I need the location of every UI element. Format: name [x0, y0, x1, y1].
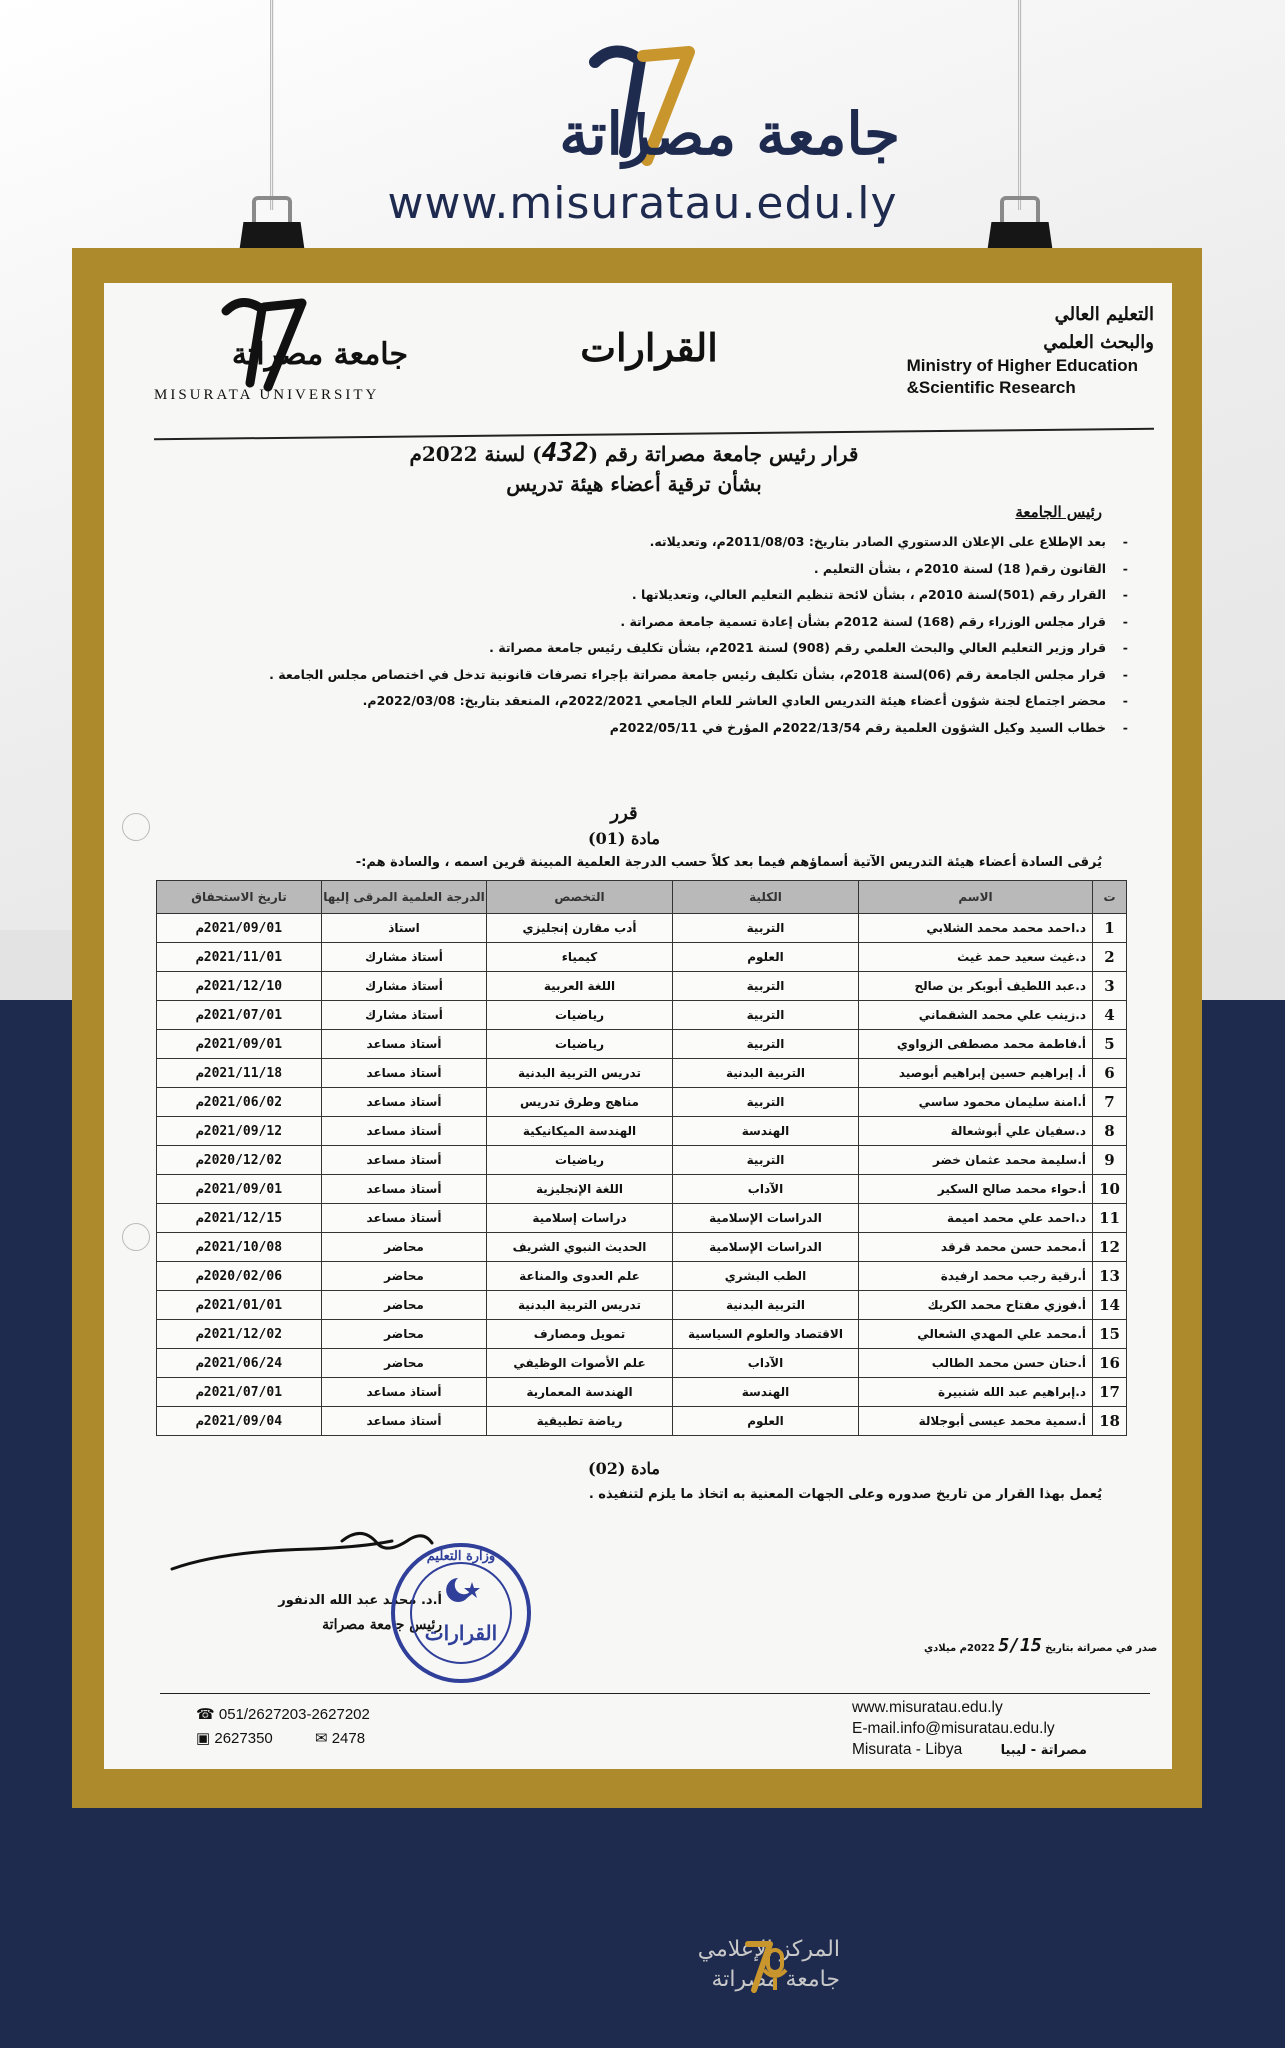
promoted-rank: أستاذ مساعد	[322, 1407, 487, 1436]
due-date: 2021/12/10م	[157, 972, 322, 1001]
issue-date-year: 2022م	[959, 1643, 995, 1654]
footer-addresses	[852, 1697, 1087, 1761]
due-date: 2021/07/01م	[157, 1001, 322, 1030]
article-1-intro: يُرقى السادة أعضاء هيئة التدريس الآتية أسماؤهم فيما بعد كلاً حسب الدرجة العلمية المبينة قرين اسمه ، والسادة هم:-	[355, 855, 1102, 870]
footer-web-link[interactable]: www.misuratau.edu.ly	[852, 1699, 1003, 1716]
member-name: د.احمد محمد محمد الشلابي	[859, 914, 1093, 943]
table-row	[157, 1291, 1127, 1320]
header-brand	[380, 42, 900, 182]
table-row	[157, 1088, 1127, 1117]
issue-date-prefix: صدر في مصراتة بتاريخ	[1045, 1643, 1158, 1654]
table-row	[157, 1378, 1127, 1407]
ministry-name-arabic	[1043, 301, 1154, 357]
row-index: 13	[1093, 1262, 1127, 1291]
member-name: أ.سمية محمد عيسى أبوجلالة	[859, 1407, 1093, 1436]
faculty: الآداب	[673, 1349, 859, 1378]
recital-item: - بعد الإطلاع على الإعلان الدستوري الصادر بتاريخ: 2011/08/03م، وتعديلاته.	[232, 529, 1132, 556]
member-name: أ.فوزي مفتاح محمد الكريك	[859, 1291, 1093, 1320]
university-name-english: MISURATA UNIVERSITY	[154, 387, 380, 403]
promoted-rank: استاذ	[322, 914, 487, 943]
page-title: القرارات	[580, 325, 718, 370]
promoted-rank: محاضر	[322, 1349, 487, 1378]
footer-contacts	[196, 1703, 370, 1751]
fax-icon: ▣	[196, 1730, 211, 1747]
member-name: أ.حواء محمد صالح السكير	[859, 1175, 1093, 1204]
member-name: أ.حنان حسن محمد الطالب	[859, 1349, 1093, 1378]
member-name: أ.امنة سليمان محمود ساسي	[859, 1088, 1093, 1117]
faculty: العلوم	[673, 943, 859, 972]
promoted-rank: أستاذ مشارك	[322, 1001, 487, 1030]
promoted-rank: محاضر	[322, 1320, 487, 1349]
specialization: علم العدوى والمناعة	[487, 1262, 673, 1291]
faculty: الهندسة	[673, 1117, 859, 1146]
punch-hole	[122, 1223, 150, 1251]
promoted-rank: أستاذ مشارك	[322, 972, 487, 1001]
row-index: 16	[1093, 1349, 1127, 1378]
recital-item: - قرار مجلس الوزراء رقم (168) لسنة 2012م بشأن إعادة تسمية جامعة مصراتة .	[232, 609, 1132, 636]
decision-document	[104, 283, 1172, 1769]
decision-title-suffix: ) لسنة 2022م	[409, 442, 542, 466]
due-date: 2021/06/24م	[157, 1349, 322, 1378]
recital-item: - قرار وزير التعليم العالي والبحث العلمي رقم (908) لسنة 2021م، بشأن تكليف رئيس جامعة مصراتة .	[232, 635, 1132, 662]
table-row	[157, 943, 1127, 972]
ministry-ar-line1: التعليم العالي	[1054, 304, 1154, 325]
official-stamp-icon	[386, 1538, 536, 1688]
due-date: 2021/12/15م	[157, 1204, 322, 1233]
recitals-list	[232, 529, 1132, 741]
row-index: 9	[1093, 1146, 1127, 1175]
promoted-rank: محاضر	[322, 1233, 487, 1262]
mail-icon: ✉	[314, 1730, 328, 1747]
issue-date	[924, 1635, 1157, 1656]
member-name: د.عبد اللطيف أبوبكر بن صالح	[859, 972, 1093, 1001]
faculty: التربية	[673, 1030, 859, 1059]
specialization: رياضة تطبيقية	[487, 1407, 673, 1436]
recital-item: - القرار رقم (501)لسنة 2010م ، بشأن لائحة تنظيم التعليم العالي، وتعديلاتها .	[232, 582, 1132, 609]
signer-name: أ.د. محمد عبد الله الدنفور	[278, 1593, 442, 1608]
column-header: تاريخ الاستحقاق	[157, 881, 322, 914]
table-row	[157, 1349, 1127, 1378]
faculty: التربية	[673, 1001, 859, 1030]
row-index: 17	[1093, 1378, 1127, 1407]
table-row	[157, 914, 1127, 943]
due-date: 2021/11/01م	[157, 943, 322, 972]
faculty: التربية	[673, 972, 859, 1001]
specialization: اللغة الإنجليزية	[487, 1175, 673, 1204]
decision-number: 432	[541, 438, 589, 468]
recital-item: - القانون رقم( 18) لسنة 2010م ، بشأن التعليم .	[232, 556, 1132, 583]
member-name: د.إبراهيم عبد الله شنبيرة	[859, 1378, 1093, 1407]
promoted-rank: أستاذ مساعد	[322, 1378, 487, 1407]
faculty: التربية البدنية	[673, 1291, 859, 1320]
member-name: د.زينب علي محمد الشقماني	[859, 1001, 1093, 1030]
table-row	[157, 1175, 1127, 1204]
phone-icon: ☎	[196, 1706, 215, 1723]
faculty: التربية البدنية	[673, 1059, 859, 1088]
promoted-rank: أستاذ مساعد	[322, 1088, 487, 1117]
recital-item: - قرار مجلس الجامعة رقم (06)لسنة 2018م، بشأن تكليف رئيس جامعة مصراتة بإجراء تصرفات قانونية تدخل في اختصاص مجلس الجامعة .	[232, 662, 1132, 689]
table-row	[157, 1233, 1127, 1262]
promoted-rank: أستاذ مساعد	[322, 1030, 487, 1059]
specialization: كيمياء	[487, 943, 673, 972]
media-center-logo-icon	[740, 1936, 792, 1998]
row-index: 15	[1093, 1320, 1127, 1349]
row-index: 18	[1093, 1407, 1127, 1436]
table-row	[157, 972, 1127, 1001]
faculty: الآداب	[673, 1175, 859, 1204]
footer-email-link[interactable]: E-mail.info@misuratau.edu.ly	[852, 1720, 1055, 1737]
specialization: تمويل ومصارف	[487, 1320, 673, 1349]
promoted-rank: أستاذ مساعد	[322, 1117, 487, 1146]
promoted-rank: أستاذ مساعد	[322, 1146, 487, 1175]
specialization: الهندسة المعمارية	[487, 1378, 673, 1407]
specialization: مناهج وطرق تدريس	[487, 1088, 673, 1117]
table-row	[157, 1320, 1127, 1349]
member-name: أ.رقية رجب محمد ارفيدة	[859, 1262, 1093, 1291]
closing-clause: يُعمل بهذا القرار من تاريخ صدوره وعلى الجهات المعنية به اتخاذ ما يلزم لتنفيذه .	[588, 1487, 1102, 1502]
due-date: 2021/09/01م	[157, 1030, 322, 1059]
faculty: الدراسات الإسلامية	[673, 1204, 859, 1233]
media-center-university: جامعة مصراتة	[711, 1967, 840, 1992]
table-row	[157, 1001, 1127, 1030]
due-date: 2020/12/02م	[157, 1146, 322, 1175]
row-index: 7	[1093, 1088, 1127, 1117]
brand-name-right: جامعة مصراتة	[559, 100, 900, 168]
university-name-arabic: جامعة مصراتة	[231, 337, 408, 372]
stamp-center-text: القرارات	[424, 1621, 498, 1645]
member-name: د.سفيان علي أبوشعالة	[859, 1117, 1093, 1146]
specialization: دراسات إسلامية	[487, 1204, 673, 1233]
media-center-brand	[520, 1935, 840, 1995]
row-index: 3	[1093, 972, 1127, 1001]
decision-subject: بشأن ترقية أعضاء هيئة تدريس	[506, 472, 762, 496]
recital-item: - محضر اجتماع لجنة شؤون أعضاء هيئة التدريس العادي العاشر للعام الجامعي 2022/2021م، المنعقد بتاريخ: 2022/03/08م.	[232, 688, 1132, 715]
faculty: الدراسات الإسلامية	[673, 1233, 859, 1262]
specialization: تدريس التربية البدنية	[487, 1059, 673, 1088]
footer-city-en: Misurata - Libya	[852, 1741, 963, 1758]
footer-divider	[160, 1693, 1150, 1694]
specialization: رياضيات	[487, 1001, 673, 1030]
due-date: 2021/11/18م	[157, 1059, 322, 1088]
member-name: أ.محمد علي المهدي الشعالي	[859, 1320, 1093, 1349]
specialization: تدريس التربية البدنية	[487, 1291, 673, 1320]
ministry-ar-line2: والبحث العلمي	[1043, 332, 1154, 353]
footer-city-ar: مصراتة - ليبيا	[1000, 1743, 1087, 1758]
media-center-name: المركز الإعلامي	[697, 1937, 840, 1962]
article-1-heading: مادة (01)	[588, 829, 660, 848]
row-index: 5	[1093, 1030, 1127, 1059]
president-heading: رئيس الجامعة	[1015, 503, 1102, 521]
faculty: التربية	[673, 1146, 859, 1175]
promoted-rank: أستاذ مساعد	[322, 1204, 487, 1233]
due-date: 2021/06/02م	[157, 1088, 322, 1117]
member-name: د.احمد علي محمد اميمة	[859, 1204, 1093, 1233]
column-header: الدرجة العلمية المرقى إليها	[322, 881, 487, 914]
table-header-row	[157, 881, 1127, 914]
promoted-rank: أستاذ مساعد	[322, 1059, 487, 1088]
member-name: أ.فاطمة محمد مصطفى الزواوي	[859, 1030, 1093, 1059]
specialization: علم الأصوات الوظيفي	[487, 1349, 673, 1378]
decision-title-prefix: قرار رئيس جامعة مصراتة رقم (	[588, 442, 859, 466]
promotion-table	[156, 880, 1127, 1436]
due-date: 2021/12/02م	[157, 1320, 322, 1349]
article-2-heading: مادة (02)	[588, 1459, 660, 1478]
ministry-en-line1: Ministry of Higher Education	[906, 356, 1138, 375]
row-index: 12	[1093, 1233, 1127, 1262]
member-name: أ.محمد حسن محمد قرقد	[859, 1233, 1093, 1262]
column-header: التخصص	[487, 881, 673, 914]
promoted-rank: محاضر	[322, 1262, 487, 1291]
stamp-ring-text: وزارة التعليم	[426, 1549, 496, 1564]
specialization: الحديث النبوي الشريف	[487, 1233, 673, 1262]
column-header: الاسم	[859, 881, 1093, 914]
signer-role: رئيس جامعة مصراتة	[322, 1617, 442, 1633]
row-index: 10	[1093, 1175, 1127, 1204]
issue-date-suffix: ميلادي	[924, 1643, 957, 1654]
specialization: رياضيات	[487, 1030, 673, 1059]
due-date: 2021/09/01م	[157, 1175, 322, 1204]
due-date: 2020/02/06م	[157, 1262, 322, 1291]
row-index: 11	[1093, 1204, 1127, 1233]
header-website-link[interactable]: www.misuratau.edu.ly	[387, 178, 898, 229]
due-date: 2021/01/01م	[157, 1291, 322, 1320]
specialization: رياضيات	[487, 1146, 673, 1175]
decided-heading: قرر	[610, 803, 638, 824]
due-date: 2021/09/12م	[157, 1117, 322, 1146]
row-index: 1	[1093, 914, 1127, 943]
specialization: أدب مقارن إنجليزي	[487, 914, 673, 943]
due-date: 2021/09/04م	[157, 1407, 322, 1436]
faculty: الهندسة	[673, 1378, 859, 1407]
member-name: أ.سليمة محمد عثمان خضر	[859, 1146, 1093, 1175]
due-date: 2021/07/01م	[157, 1378, 322, 1407]
table-row	[157, 1407, 1127, 1436]
promoted-rank: محاضر	[322, 1291, 487, 1320]
recital-item: - خطاب السيد وكيل الشؤون العلمية رقم 2022/13/54م المؤرخ في 2022/05/11م	[232, 715, 1132, 742]
faculty: التربية	[673, 914, 859, 943]
table-row	[157, 1059, 1127, 1088]
row-index: 2	[1093, 943, 1127, 972]
promoted-rank: أستاذ مشارك	[322, 943, 487, 972]
member-name: د.غيث سعيد حمد غيث	[859, 943, 1093, 972]
column-header: الكلية	[673, 881, 859, 914]
row-index: 4	[1093, 1001, 1127, 1030]
row-index: 8	[1093, 1117, 1127, 1146]
issue-date-handwritten: 5/15	[998, 1635, 1042, 1656]
ministry-name-english	[907, 355, 1138, 399]
row-index: 6	[1093, 1059, 1127, 1088]
faculty: الطب البشري	[673, 1262, 859, 1291]
table-row	[157, 1030, 1127, 1059]
specialization: الهندسة الميكانيكية	[487, 1117, 673, 1146]
footer-phone: 051/2627203-2627202	[218, 1706, 370, 1723]
table-row	[157, 1117, 1127, 1146]
faculty: الاقتصاد والعلوم السياسية	[673, 1320, 859, 1349]
ministry-en-line2: &Scientific Research	[906, 378, 1076, 397]
punch-hole	[122, 813, 150, 841]
table-row	[157, 1262, 1127, 1291]
specialization: اللغة العربية	[487, 972, 673, 1001]
due-date: 2021/09/01م	[157, 914, 322, 943]
promoted-rank: أستاذ مساعد	[322, 1175, 487, 1204]
faculty: العلوم	[673, 1407, 859, 1436]
footer-fax: 2627350	[214, 1730, 273, 1747]
decision-title	[354, 438, 914, 499]
row-index: 14	[1093, 1291, 1127, 1320]
due-date: 2021/10/08م	[157, 1233, 322, 1262]
faculty: التربية	[673, 1088, 859, 1117]
column-header: ت	[1093, 881, 1127, 914]
table-row	[157, 1146, 1127, 1175]
member-name: أ. إبراهيم حسين إبراهيم أبوصيد	[859, 1059, 1093, 1088]
footer-pobox: 2478	[331, 1730, 366, 1747]
table-row	[157, 1204, 1127, 1233]
